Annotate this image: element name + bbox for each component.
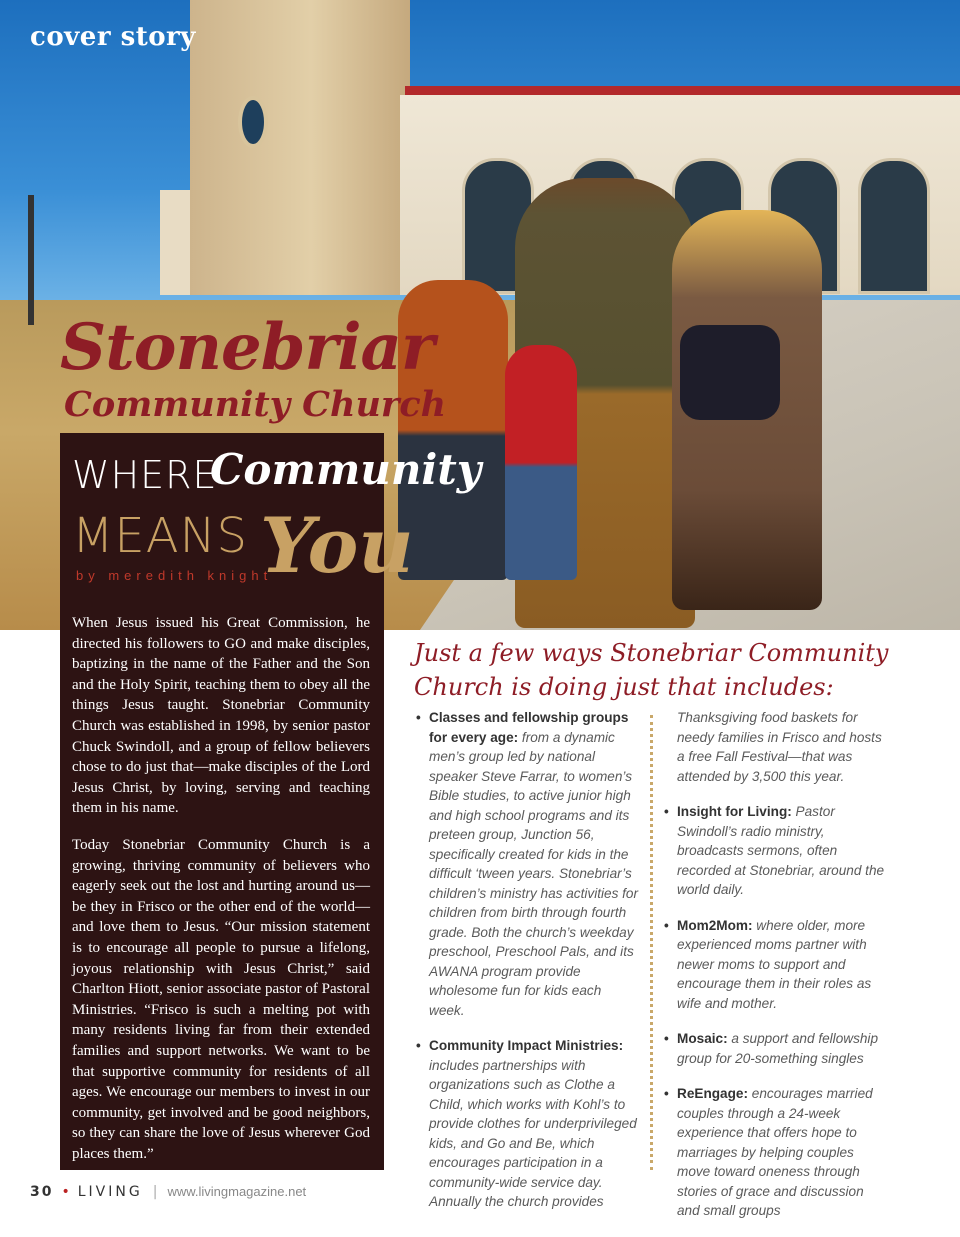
title-community: Community <box>210 445 482 494</box>
child-figure <box>505 345 577 580</box>
body-paragraph: Today Stonebriar Community Church is a growing, thriving community of believers who eagerly seek out the lost and hurting around us—be they in Frisco or the other end of the world—and love them to Jesus. “Our mission statement is to encourage all people to pursue a lifelong, joyous relationship with Jesus Christ,” said Charlton Hiott, senior associate pastor of Pastoral Ministries. “Frisco is such a melting pot with many residents living far from their extended families and support networks. We want to be that supportive community for residents of all ages. We encourage our members to invest in our community, get involved and be good neighbors, so they can share the love of Jesus wherever God places them.” <box>72 837 370 1162</box>
footer-separator: | <box>152 1184 158 1200</box>
list-item <box>664 1084 886 1221</box>
item-label: Insight for Living: <box>677 804 792 819</box>
headline-subtitle: Community Church <box>64 384 447 425</box>
item-label: Classes and fellowship groups for every age: <box>429 710 629 745</box>
bullet: • <box>664 804 669 819</box>
magazine-name: LIVING <box>77 1184 143 1200</box>
item-label: Community Impact Ministries: <box>429 1038 624 1053</box>
bullet: • <box>664 1031 669 1046</box>
list-item <box>416 1036 638 1212</box>
byline: by meredith knight <box>76 568 273 583</box>
sidebar-column-left <box>416 708 638 1228</box>
page-number: 30 <box>30 1184 54 1200</box>
bullet: • <box>664 1086 669 1101</box>
church-tower <box>190 0 410 295</box>
sidebar-column-right <box>664 708 886 1237</box>
item-desc: encourages married couples through a 24-week experience that offers hope to marriages by helping couples move toward oneness through stories of grace and discussion and small groups <box>677 1086 873 1218</box>
section-kicker: cover story <box>30 22 196 52</box>
title-means: MEANS <box>72 508 248 564</box>
bullet: • <box>664 917 669 933</box>
item-desc: where older, more experienced moms partner with newer moms to support and encourage them in their roles as wife and mother. <box>677 917 872 1011</box>
sidebar-heading: Just a few ways Stonebriar Community Church is doing just that includes: <box>414 639 889 701</box>
title-you: You <box>260 501 414 590</box>
lamp-post <box>28 195 34 325</box>
item-label: Mom2Mom: <box>677 917 753 933</box>
list-item <box>664 1029 886 1068</box>
headline-title: Stonebriar <box>60 310 434 385</box>
bullet: • <box>416 1038 421 1053</box>
item-label: Mosaic: <box>677 1031 728 1046</box>
church-window <box>238 96 268 148</box>
list-item <box>416 708 638 1020</box>
footer-dot: • <box>61 1184 70 1200</box>
list-item <box>664 916 886 1014</box>
page-footer <box>30 1184 306 1200</box>
church-arch <box>858 158 930 294</box>
item-desc: from a dynamic men’s group led by national speaker Steve Farrar, to women’s Bible studies, to active junior high and high school programs and its preteen group, Junction 56, specifically created for kids in the difficult ‘tween years. Stonebriar’s children’s ministry has activities for children from birth through fourth grade. Both the church’s weekday preschool, Preschool Pals, and its AWANA program provide wholesome fun for kids each week. <box>429 729 639 1018</box>
body-paragraph: When Jesus issued his Great Commission, he directed his followers to GO and make disciples, baptizing in the name of the Father and the Son and the Holy Spirit, teaching them to obey all the things Jesus taught. Stonebriar Community Church was established in 1998, by senior pastor Chuck Swindoll, and a group of fellow believers chose to do just that—make disciples of the Lord Jesus Christ, by loving, serving and teaching them in his name. <box>72 615 370 817</box>
item-continued: Thanksgiving food baskets for needy families in Frisco and hosts a free Fall Festival—that was attended by 3,500 this year. <box>677 710 882 784</box>
column-divider <box>650 715 653 1170</box>
item-desc: includes partnerships with organizations such as Clothe a Child, which works with Kohl’s to provide clothes for underprivileged kids, and Go and Be, which encourages participation in a community-wide service day. Annually the church provides <box>429 1057 637 1209</box>
website-link[interactable]: www.livingmagazine.net <box>167 1184 307 1199</box>
article-panel <box>60 433 482 1170</box>
item-desc: a support and fellowship group for 20-something singles <box>677 1031 879 1066</box>
list-item <box>664 802 886 900</box>
handbag <box>680 325 780 420</box>
item-label: ReEngage: <box>677 1086 749 1101</box>
title-where: WHERE <box>72 453 218 497</box>
item-desc: Pastor Swindoll’s radio ministry, broadcasts sermons, often recorded at Stonebriar, around the world daily. <box>677 804 885 897</box>
bullet: • <box>416 710 421 725</box>
